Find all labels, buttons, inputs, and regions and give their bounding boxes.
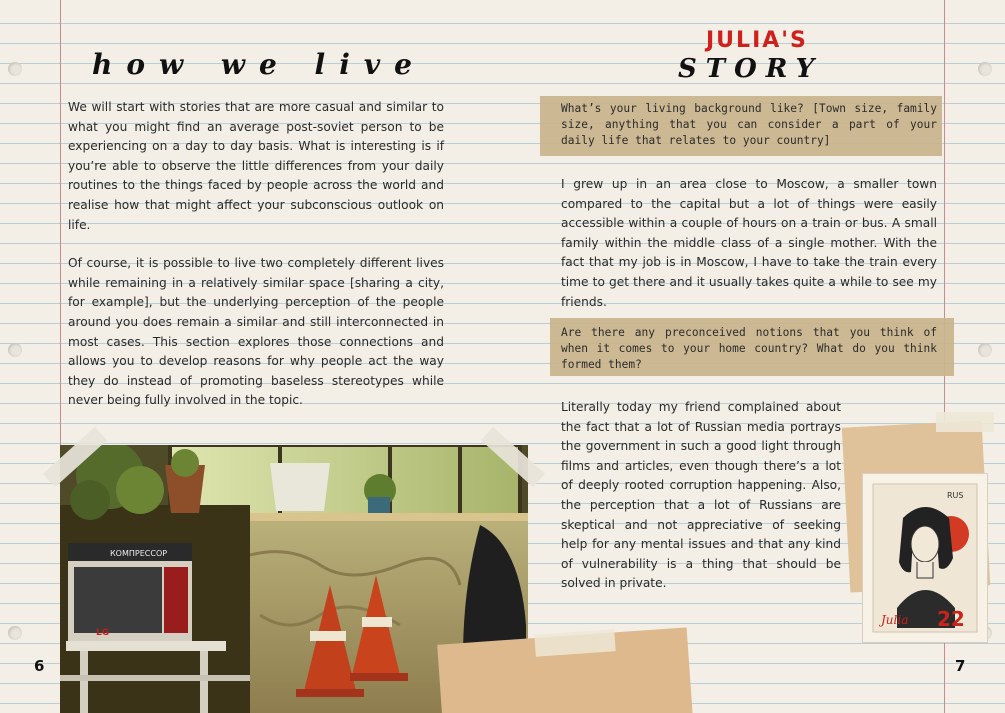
binder-hole [8,343,22,357]
question-1: What’s your living background like? [Town size, family size, anything that you can consider a part of your daily life that relates to your country] [561,102,937,147]
kraft-paper-tape [936,412,994,432]
intro-paragraph-1: We will start with stories that are more casual and similar to what you might find an average post-soviet person to be experiencing on a day to day basis. What is interesting is if you’re able to observe the little differences from your daily routines to the things faced by people across the world and realise how that might affect your subconscious outlook on life. [68,100,444,232]
binder-hole [978,343,992,357]
answer-1: I grew up in an area close to Moscow, a smaller town compared to the capital but a lot of things were easily accessible within a couple of hours on a train or bus. A small family within the middle class of a single mother. With the fact that my job is in Moscow, I have to take the train every time to get there and it usually takes quite a while to see my friends. [561,177,937,309]
box-brand: LG [96,628,110,638]
intro-text [68,98,444,430]
stamp-signature: Julia [881,613,909,627]
binder-hole [8,626,22,640]
stamp-age: 22 [937,607,965,631]
portrait-stamp [863,474,987,642]
page-number-right: 7 [955,657,966,675]
stamp-country-code: RUS [947,491,964,500]
story-heading: STORY [678,54,824,84]
section-title: how we live [92,48,426,81]
portrait-illustration [867,478,983,638]
binder-hole [978,62,992,76]
intro-paragraph-2: Of course, it is possible to live two completely different lives while remaining in a relatively similar space [sharing a city, for example], but the underlying perception of the people around you does remain a similar and still interconnected in most cases. This section explores those connections and allows you to develop reasons for why people act the way they do instead of promoting baseless stereotypes while never being fully involved in the topic. [68,256,444,408]
binder-hole [8,62,22,76]
box-label: КОМПРЕССОР [110,549,168,558]
interviewee-name-heading: JULIA'S [706,28,808,53]
question-2: Are there any preconceived notions that you think of when it comes to your home country? What do you think formed them? [561,326,937,371]
answer-2: Literally today my friend complained about the fact that a lot of Russian media portrays the government in such a good light through films and articles, even though there’s a lot of deeply rooted corruption happening. Also, the perception that a lot of Russians are skeptical and not appreciative of seeking help for any mental issues and that any kind of vulnerability is a thing that should be solved in private. [561,400,841,591]
page-number-left: 6 [34,657,45,675]
